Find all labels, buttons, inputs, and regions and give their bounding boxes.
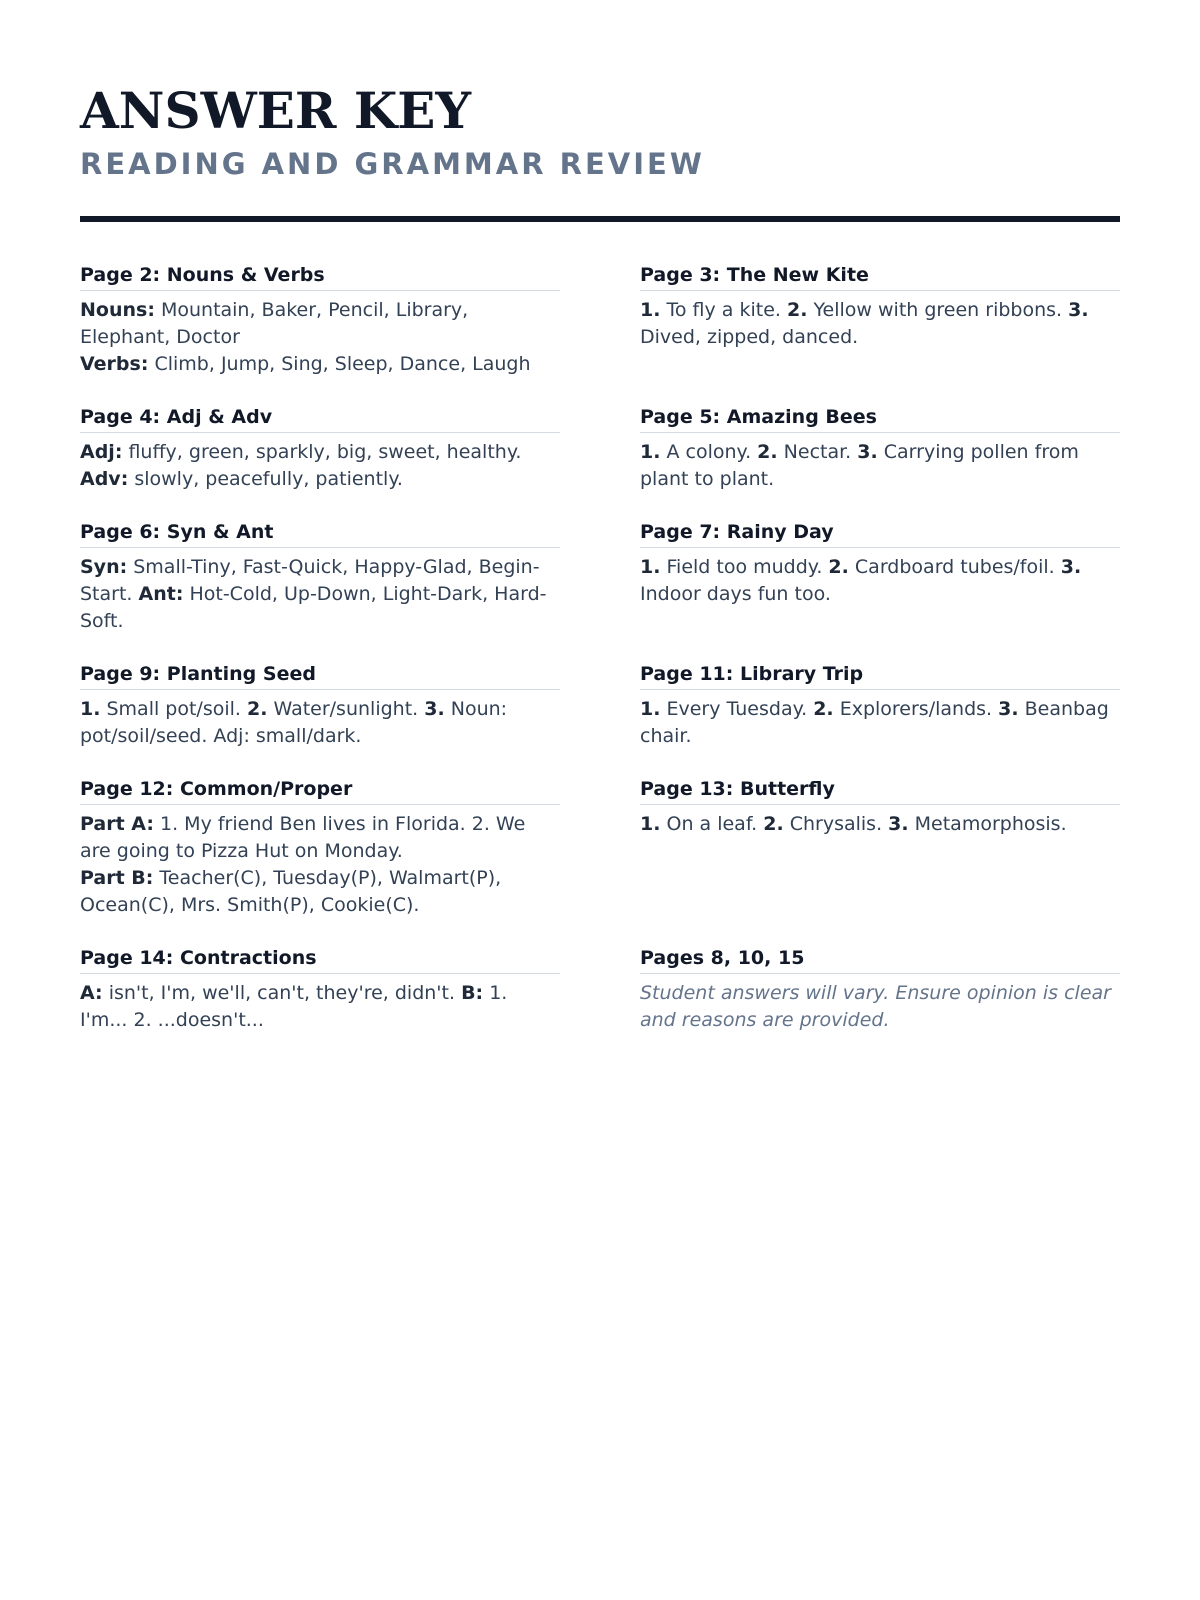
section-title: Page 7: Rainy Day: [640, 519, 1120, 548]
answer-label: 1.: [640, 556, 661, 578]
answer-label: 3.: [424, 698, 445, 720]
section-page-14: [80, 945, 560, 1034]
page-title: ANSWER KEY: [80, 81, 472, 140]
answer-grid: [80, 262, 1120, 1060]
answer-text: fluffy, green, sparkly, big, sweet, healthy.: [122, 441, 522, 463]
answer-label: 2.: [757, 441, 778, 463]
answer-line: [80, 297, 560, 351]
section-body: [640, 811, 1120, 838]
answer-label: 3.: [1060, 556, 1082, 578]
answer-line: [80, 439, 560, 466]
section-note: Student answers will vary. Ensure opinion is clear and reasons are provided.: [640, 982, 1111, 1031]
answer-label: Verbs:: [80, 353, 149, 375]
answer-text: On a leaf.: [660, 813, 764, 835]
answer-label: A:: [80, 982, 103, 1004]
answer-label: 1.: [640, 698, 661, 720]
answer-text: Small-Tiny, Fast-Quick, Happy-Glad, Begin-Start.: [80, 556, 540, 605]
answer-label: 1.: [640, 299, 661, 321]
section-title: Pages 8, 10, 15: [640, 945, 1120, 974]
answer-label: 2.: [828, 556, 849, 578]
answer-label: 1.: [640, 813, 661, 835]
answer-label: Nouns:: [80, 299, 155, 321]
section-body: [80, 554, 560, 635]
section-page-13: [640, 776, 1120, 919]
answer-text: Noun: pot/soil/seed. Adj: small/dark.: [80, 698, 508, 747]
section-page-7: [640, 519, 1120, 635]
answer-text: Field too muddy.: [660, 556, 829, 578]
answer-label: 3.: [998, 698, 1019, 720]
section-title: Page 3: The New Kite: [640, 262, 1120, 291]
answer-text: Explorers/lands.: [833, 698, 999, 720]
answer-label: 2.: [813, 698, 834, 720]
answer-line: [80, 466, 560, 493]
section-title: Page 2: Nouns & Verbs: [80, 262, 560, 291]
section-body: [80, 980, 560, 1034]
answer-text: To fly a kite.: [660, 299, 787, 321]
answer-label: Part A:: [80, 813, 154, 835]
section-page-4: [80, 404, 560, 493]
answer-text: Beanbag chair.: [640, 698, 1109, 747]
answer-label: 3.: [1068, 299, 1089, 321]
answer-label: 1.: [80, 698, 101, 720]
section-page-2: [80, 262, 560, 378]
answer-text: slowly, peacefully, patiently.: [128, 468, 403, 490]
section-body: [80, 696, 560, 750]
section-title: Page 14: Contractions: [80, 945, 560, 974]
answer-text: 1. My friend Ben lives in Florida. 2. We are going to Pizza Hut on Monday.: [80, 813, 526, 862]
section-title: Page 12: Common/Proper: [80, 776, 560, 805]
page-subtitle: READING AND GRAMMAR REVIEW: [80, 147, 705, 181]
answer-label: 3.: [857, 441, 878, 463]
section-title: Page 5: Amazing Bees: [640, 404, 1120, 433]
answer-text: Hot-Cold, Up-Down, Light-Dark, Hard-Soft.: [80, 583, 547, 632]
section-page-12: [80, 776, 560, 919]
section-body: [80, 297, 560, 378]
section-title: Page 11: Library Trip: [640, 661, 1120, 690]
answer-label: Ant:: [138, 583, 184, 605]
answer-label: 1.: [640, 441, 661, 463]
answer-text: Cardboard tubes/foil.: [848, 556, 1061, 578]
answer-text: Mountain, Baker, Pencil, Library, Elephant, Doctor: [80, 299, 469, 348]
answer-text: Chrysalis.: [783, 813, 889, 835]
answer-label: 2.: [763, 813, 784, 835]
answer-label: Adv:: [80, 468, 129, 490]
answer-label: 2.: [786, 299, 808, 321]
answer-text: Indoor days fun too.: [640, 583, 831, 605]
section-body: [80, 439, 560, 493]
section-page-9: [80, 661, 560, 750]
answer-text: Nectar.: [777, 441, 858, 463]
section-body: [640, 696, 1120, 750]
section-page-5: [640, 404, 1120, 493]
answer-label: 3.: [888, 813, 909, 835]
section-page-11: [640, 661, 1120, 750]
answer-text: isn't, I'm, we'll, can't, they're, didn't.: [102, 982, 462, 1004]
answer-line: [80, 351, 560, 378]
answer-text: Yellow with green ribbons.: [807, 299, 1069, 321]
section-title: Page 4: Adj & Adv: [80, 404, 560, 433]
answer-line: [80, 865, 560, 919]
section-body: [80, 811, 560, 919]
answer-text: 1. I'm... 2. ...doesn't...: [80, 982, 508, 1031]
answer-label: B:: [461, 982, 484, 1004]
answer-label: Adj:: [80, 441, 123, 463]
section-title: Page 9: Planting Seed: [80, 661, 560, 690]
section-body: [640, 554, 1120, 608]
section-open-response: [640, 945, 1120, 1034]
section-page-3: [640, 262, 1120, 378]
answer-text: Every Tuesday.: [660, 698, 814, 720]
section-page-6: [80, 519, 560, 635]
section-title: Page 13: Butterfly: [640, 776, 1120, 805]
answer-text: Water/sunlight.: [267, 698, 425, 720]
section-body: [640, 439, 1120, 493]
answer-text: Carrying pollen from plant to plant.: [640, 441, 1079, 490]
answer-label: 2.: [247, 698, 268, 720]
answer-label: Part B:: [80, 867, 154, 889]
answer-text: Dived, zipped, danced.: [640, 326, 859, 348]
answer-text: Climb, Jump, Sing, Sleep, Dance, Laugh: [148, 353, 531, 375]
section-title: Page 6: Syn & Ant: [80, 519, 560, 548]
section-body: [640, 297, 1120, 351]
answer-text: Metamorphosis.: [908, 813, 1067, 835]
answer-text: Teacher(C), Tuesday(P), Walmart(P), Ocean(C), Mrs. Smith(P), Cookie(C).: [80, 867, 502, 916]
answer-label: Syn:: [80, 556, 128, 578]
answer-text: Small pot/soil.: [100, 698, 247, 720]
header-divider: [80, 216, 1120, 222]
answer-text: A colony.: [660, 441, 758, 463]
answer-line: [80, 811, 560, 865]
